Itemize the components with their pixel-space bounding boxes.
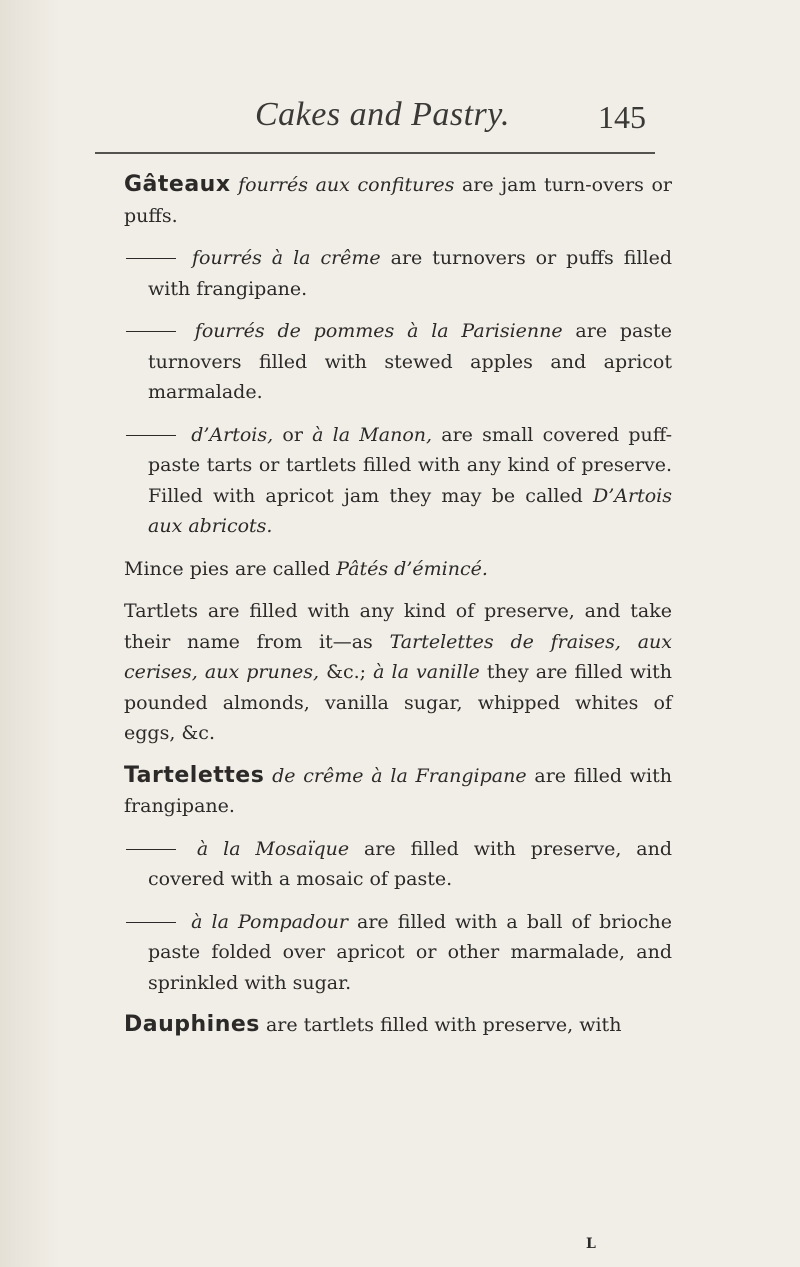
page-edge-shadow: [0, 0, 60, 1267]
entry-term: fourrés à la crême: [191, 247, 381, 269]
page-body: [124, 170, 672, 1053]
entry-tartelettes-frangipane: [124, 761, 672, 822]
entry-tartlets: [124, 596, 672, 749]
entry-text: they are filled with pounded almonds, vanilla sugar, whipped whites of eggs, &c.: [124, 661, 672, 744]
entry-text: are filled with a ball of brioche paste folded over apricot or other marmalade, and sprinkled with sugar.: [148, 910, 673, 994]
entry-term: d’Artois,: [191, 423, 274, 446]
entry-text: Tartlets are filled with any kind of preserve, and take their name from it—as: [124, 600, 672, 653]
entry-text: are turnovers or puffs filled with frangipane.: [148, 247, 672, 300]
entry-term: fourrés de pommes à la Parisienne: [194, 320, 563, 342]
entry-term: à la Manon,: [312, 423, 433, 446]
header-rule: [95, 152, 655, 154]
entry-dauphines: [124, 1010, 672, 1041]
entry-fourres-pommes: [124, 316, 672, 408]
entry-term: fourrés aux confitures: [238, 174, 455, 196]
entry-term: à la Pompadour: [191, 910, 348, 933]
entry-term: D’Artois aux abricots.: [148, 484, 672, 537]
ditto-dash: [124, 431, 182, 441]
entry-pompadour: [124, 907, 672, 999]
entry-heading: Gâteaux: [124, 172, 231, 197]
entry-heading: Tartelettes: [124, 762, 265, 788]
entry-mosaique: [124, 834, 672, 895]
signature-mark: L: [586, 1236, 596, 1252]
entry-text: are filled with preserve, and covered with a mosaic of paste.: [148, 837, 673, 890]
ditto-dash: [124, 327, 182, 337]
entry-text: are small covered puff-paste tarts or tartlets filled with any kind of preserve. Filled with apricot jam they may be called: [148, 423, 673, 507]
page-number: 145: [598, 99, 646, 135]
entry-text: &c.;: [319, 661, 374, 683]
entry-fourres-creme: [124, 243, 672, 304]
running-title: Cakes and Pastry.: [255, 96, 510, 133]
ditto-dash: [124, 845, 182, 855]
entry-text: or: [273, 423, 313, 446]
entry-term: Pâtés d’émincé.: [336, 557, 488, 580]
entry-term: Tartelettes de fraises, aux cerises, aux prunes,: [124, 630, 672, 683]
ditto-dash: [124, 918, 182, 928]
entry-artois: [124, 420, 672, 542]
entry-text: are tartlets filled with preserve, with: [259, 1014, 622, 1036]
ditto-dash: [124, 254, 182, 264]
entry-term: à la Mosaïque: [196, 837, 350, 860]
entry-text: are jam turn-overs or puffs.: [124, 174, 673, 227]
entry-term: à la vanille: [373, 661, 480, 683]
entry-gateaux-confitures: [124, 170, 672, 231]
entry-term: de crême à la Frangipane: [264, 764, 527, 787]
entry-text: are filled with frangipane.: [124, 764, 673, 817]
page-header: [0, 96, 800, 146]
entry-text: are paste turnovers filled with stewed apples and apricot marmalade.: [148, 320, 672, 403]
entry-text: Mince pies are called: [124, 557, 337, 580]
entry-mince-pies: [124, 554, 672, 585]
entry-heading: Dauphines: [124, 1012, 260, 1037]
